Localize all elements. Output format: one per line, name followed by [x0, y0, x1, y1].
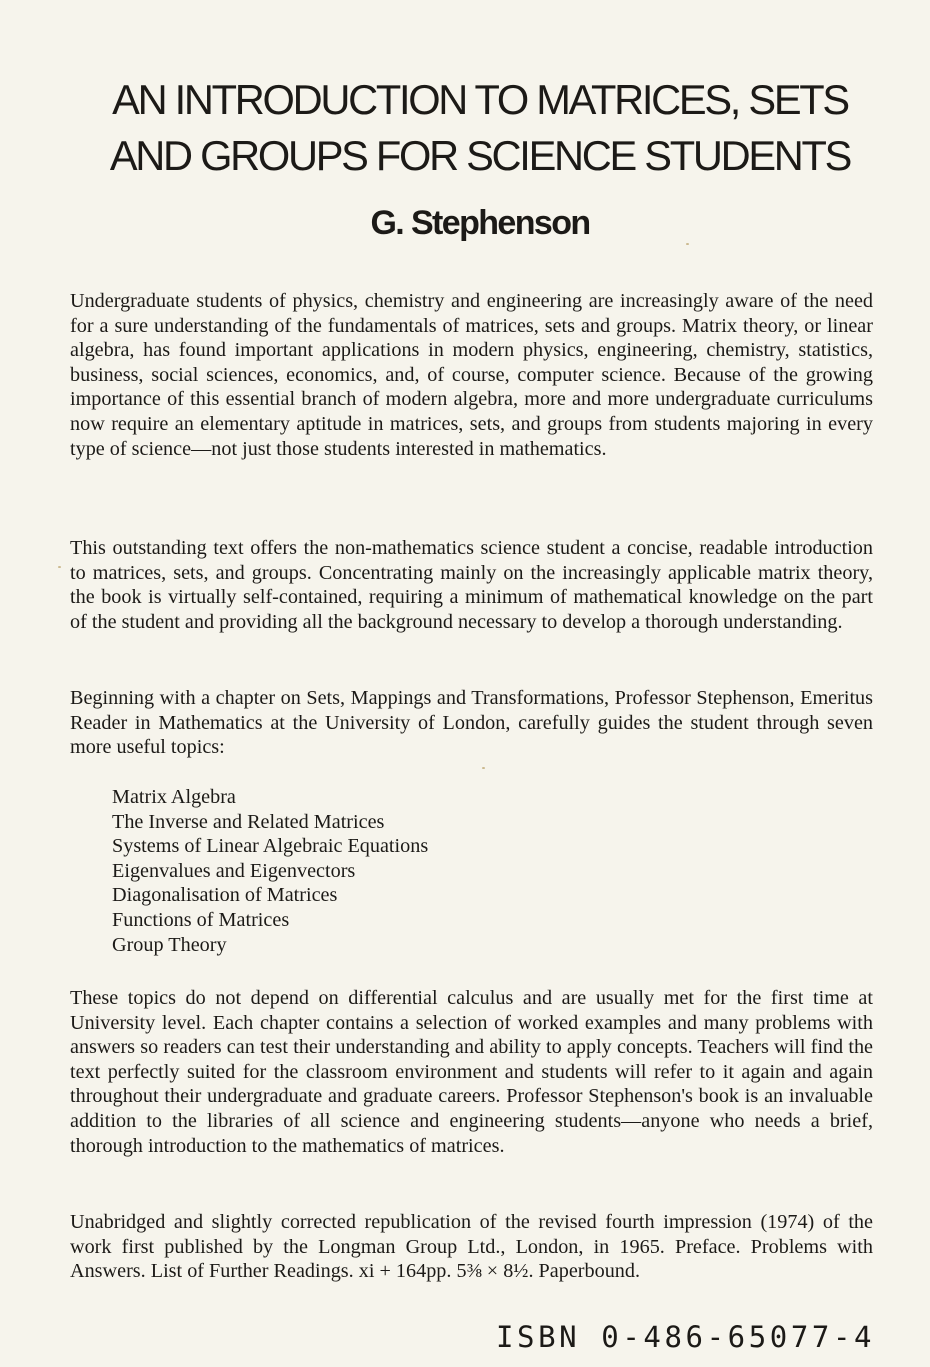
description-paragraph-1: Undergraduate students of physics, chemistry and engineering are increasingly aware of the need for a sure understanding of the fundamentals of matrices, sets and groups. Matrix theory, or linear algebra, has found important applications in modern physics, engineering, chemistry, statistics, business, social sciences, economics, and, of course, computer science. Because of the growing importance of this essential branch of modern algebra, more and more undergraduate curriculums now require an elementary aptitude in matrices, sets, and groups from students majoring in every type of science—not just those students interested in mathematics.: [70, 290, 873, 460]
topic-list: [112, 785, 428, 957]
topic-item: The Inverse and Related Matrices: [112, 810, 385, 833]
author-name: G. Stephenson: [370, 204, 590, 242]
description-paragraph-4: These topics do not depend on differential calculus and are usually met for the first time at University level. Each chapter contains a selection of worked examples and many problems with answers so readers can test their understanding and ability to apply concepts. Teachers will find the text perfectly suited for the classroom environment and students will refer to it again and again throughout their undergraduate and graduate careers. Professor Stephenson's book is an invaluable addition to the libraries of all science and engineering students—anyone who needs a brief, thorough introduction to the mathematics of matrices.: [70, 987, 873, 1157]
topic-item: Group Theory: [112, 933, 227, 956]
topic-item: Eigenvalues and Eigenvectors: [112, 859, 356, 882]
topic-item: Functions of Matrices: [112, 908, 290, 931]
isbn-number: ISBN 0-486-65077-4: [496, 1320, 876, 1354]
topic-item: Systems of Linear Algebraic Equations: [112, 835, 429, 858]
paper-speck: [482, 767, 485, 769]
description-paragraph-3: Beginning with a chapter on Sets, Mappings and Transformations, Professor Stephenson, Emeritus Reader in Mathematics at the University of London, carefully guides the student through seven more useful topics:: [70, 687, 873, 759]
book-title-line-2: AND GROUPS FOR SCIENCE STUDENTS: [109, 132, 851, 179]
description-paragraph-2: This outstanding text offers the non-mathematics science student a concise, readable introduction to matrices, sets, and groups. Concentrating mainly on the increasingly applicable matrix theory, the book is virtually self-contained, requiring a minimum of mathematical knowledge on the part of the student and providing all the background necessary to develop a thorough understanding.: [70, 537, 873, 633]
book-title-line-1: AN INTRODUCTION TO MATRICES, SETS: [112, 76, 848, 123]
topic-item: Diagonalisation of Matrices: [112, 884, 338, 907]
paper-speck: [686, 243, 689, 245]
topic-item: Matrix Algebra: [112, 786, 236, 808]
publication-note: Unabridged and slightly corrected republication of the revised fourth impression (1974) of the work first published by the Longman Group Ltd., London, in 1965. Preface. Problems with Answers. List of Further Readings. xi + 164pp. 5⅜ × 8½. Paperbound.: [70, 1211, 873, 1283]
paper-speck: [58, 566, 61, 568]
